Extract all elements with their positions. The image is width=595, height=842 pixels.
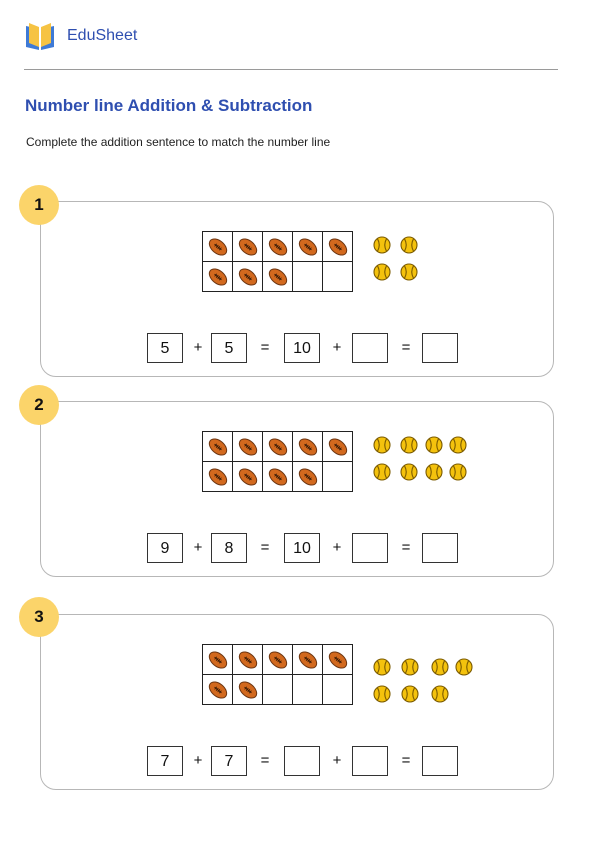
answer-box-d[interactable]: [352, 533, 388, 563]
problem-number-badge: 2: [19, 385, 59, 425]
tennis-ball-icon: [373, 463, 391, 481]
football-icon: [267, 236, 289, 258]
equals-sign: =: [260, 539, 270, 556]
football-icon: [297, 236, 319, 258]
ten-frame-cell: [263, 675, 293, 705]
football-icon: [207, 679, 229, 701]
ten-frame-cell: [293, 262, 323, 292]
football-icon: [237, 266, 259, 288]
ten-frame-cell: [233, 462, 263, 492]
answer-box-a[interactable]: 5: [147, 333, 183, 363]
tennis-ball-icon: [373, 658, 391, 676]
football-icon: [297, 436, 319, 458]
problem-card-1: [40, 201, 554, 377]
tennis-ball-icon: [431, 685, 449, 703]
football-icon: [297, 649, 319, 671]
ten-frame-cell: [323, 432, 353, 462]
tennis-ball-icon: [400, 236, 418, 254]
football-icon: [207, 649, 229, 671]
ten-frame-cell: [263, 262, 293, 292]
football-icon: [267, 649, 289, 671]
ten-frame-cell: [203, 232, 233, 262]
football-icon: [237, 436, 259, 458]
tennis-ball-icon: [431, 658, 449, 676]
worksheet-title: Number line Addition & Subtraction: [25, 96, 313, 115]
ten-frame-cell: [293, 432, 323, 462]
ten-frame-cell: [293, 462, 323, 492]
ten-frame-cell: [323, 232, 353, 262]
problem-number-badge: 3: [19, 597, 59, 637]
answer-box-d[interactable]: [352, 333, 388, 363]
answer-box-e[interactable]: [422, 333, 458, 363]
ten-frame-cell: [233, 675, 263, 705]
equals-sign: =: [401, 339, 411, 356]
football-icon: [267, 266, 289, 288]
football-icon: [297, 466, 319, 488]
answer-box-a[interactable]: 9: [147, 533, 183, 563]
football-icon: [207, 266, 229, 288]
ten-frame: [202, 644, 353, 705]
ten-frame-cell: [293, 232, 323, 262]
ten-frame-cell: [323, 262, 353, 292]
ten-frame-cell: [233, 262, 263, 292]
football-icon: [267, 436, 289, 458]
header-divider: [24, 69, 558, 70]
ten-frame-cell: [263, 462, 293, 492]
tennis-ball-icon: [400, 263, 418, 281]
equals-sign: =: [401, 539, 411, 556]
ten-frame-cell: [203, 645, 233, 675]
ten-frame-cell: [263, 645, 293, 675]
answer-box-b[interactable]: 7: [211, 746, 247, 776]
plus-sign: +: [332, 752, 342, 769]
ten-frame-cell: [323, 462, 353, 492]
football-icon: [207, 466, 229, 488]
plus-sign: +: [332, 539, 342, 556]
ten-frame-cell: [203, 262, 233, 292]
answer-box-b[interactable]: 5: [211, 333, 247, 363]
problem-number-badge: 1: [19, 185, 59, 225]
answer-box-e[interactable]: [422, 746, 458, 776]
football-icon: [207, 236, 229, 258]
tennis-ball-icon: [400, 436, 418, 454]
football-icon: [327, 236, 349, 258]
ten-frame-cell: [233, 432, 263, 462]
plus-sign: +: [332, 339, 342, 356]
ten-frame-cell: [293, 675, 323, 705]
tennis-ball-icon: [425, 463, 443, 481]
tennis-ball-icon: [449, 436, 467, 454]
ten-frame-cell: [203, 432, 233, 462]
football-icon: [327, 436, 349, 458]
ten-frame: [202, 231, 353, 292]
ten-frame-cell: [233, 645, 263, 675]
problem-card-2: [40, 401, 554, 577]
tennis-ball-icon: [425, 436, 443, 454]
plus-sign: +: [193, 752, 203, 769]
answer-box-c[interactable]: [284, 746, 320, 776]
plus-sign: +: [193, 339, 203, 356]
worksheet-instructions: Complete the addition sentence to match the number line: [26, 135, 331, 149]
ten-frame-cell: [203, 462, 233, 492]
football-icon: [237, 679, 259, 701]
brand-name: EduSheet: [67, 27, 138, 44]
answer-box-a[interactable]: 7: [147, 746, 183, 776]
equals-sign: =: [401, 752, 411, 769]
ten-frame-cell: [203, 675, 233, 705]
open-book-icon: [24, 21, 56, 51]
ten-frame-cell: [293, 645, 323, 675]
problem-card-3: [40, 614, 554, 790]
answer-box-d[interactable]: [352, 746, 388, 776]
ten-frame-cell: [233, 232, 263, 262]
tennis-ball-icon: [449, 463, 467, 481]
answer-box-b[interactable]: 8: [211, 533, 247, 563]
ten-frame-cell: [323, 675, 353, 705]
tennis-ball-icon: [400, 463, 418, 481]
football-icon: [237, 236, 259, 258]
plus-sign: +: [193, 539, 203, 556]
answer-box-e[interactable]: [422, 533, 458, 563]
answer-box-c[interactable]: 10: [284, 533, 320, 563]
football-icon: [207, 436, 229, 458]
football-icon: [327, 649, 349, 671]
tennis-ball-icon: [373, 263, 391, 281]
tennis-ball-icon: [401, 658, 419, 676]
ten-frame-cell: [323, 645, 353, 675]
equals-sign: =: [260, 752, 270, 769]
football-icon: [237, 649, 259, 671]
tennis-ball-icon: [373, 685, 391, 703]
tennis-ball-icon: [373, 436, 391, 454]
ten-frame: [202, 431, 353, 492]
tennis-ball-icon: [455, 658, 473, 676]
tennis-ball-icon: [401, 685, 419, 703]
ten-frame-cell: [263, 232, 293, 262]
answer-box-c[interactable]: 10: [284, 333, 320, 363]
equals-sign: =: [260, 339, 270, 356]
football-icon: [237, 466, 259, 488]
tennis-ball-icon: [373, 236, 391, 254]
football-icon: [267, 466, 289, 488]
ten-frame-cell: [263, 432, 293, 462]
